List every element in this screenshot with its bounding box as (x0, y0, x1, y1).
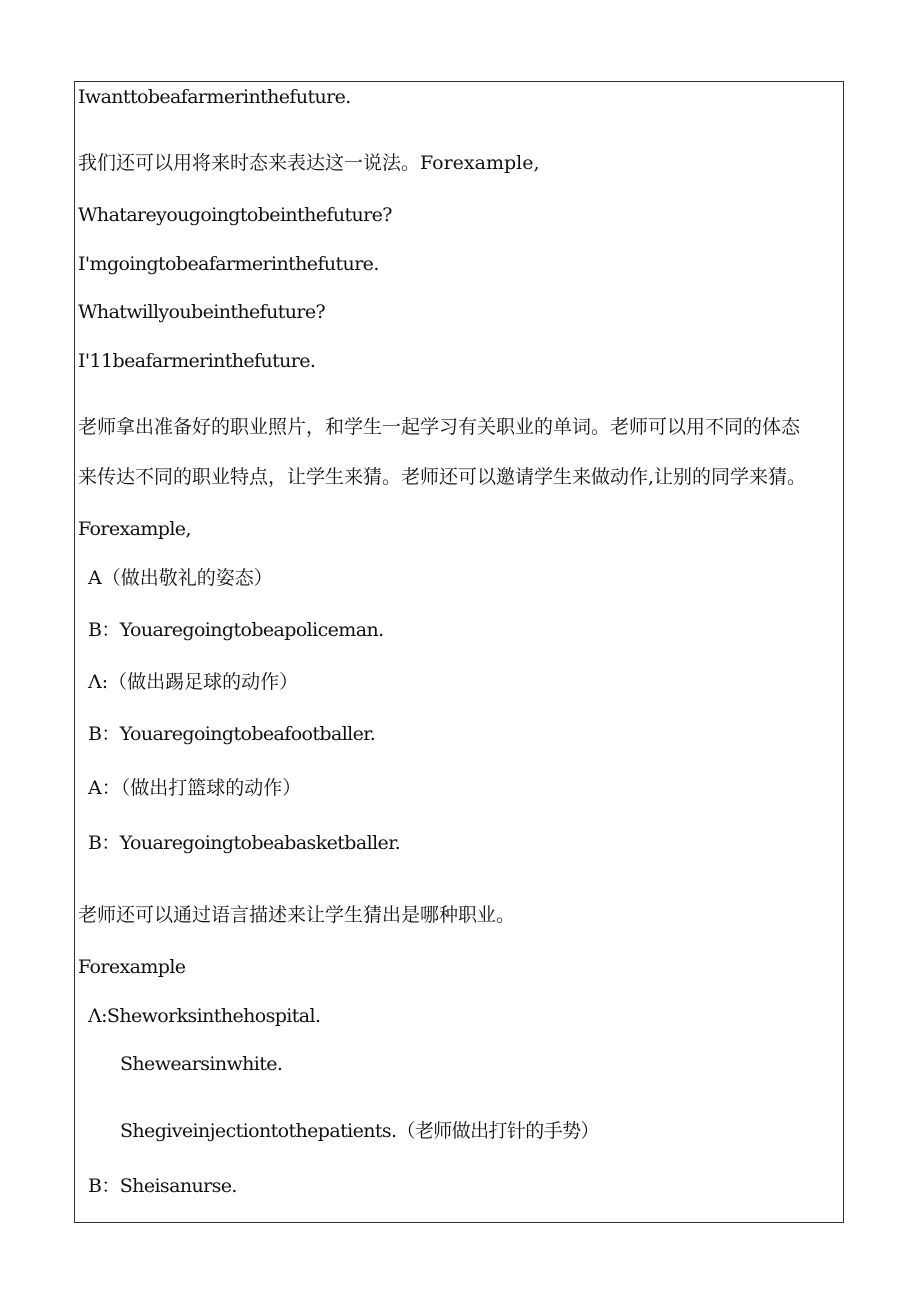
dialogue-line: Λ:Sheworksinthehospital. (88, 1005, 321, 1027)
text-line: Forexample (78, 956, 186, 978)
text-line: Forexample, (78, 518, 191, 540)
dialogue-line: B：Youaregoingtobeabasketballer. (88, 832, 401, 854)
dialogue-line: B：Youaregoingtobeapoliceman. (88, 619, 384, 641)
dialogue-line: Λ:（做出踢足球的动作） (88, 671, 299, 693)
dialogue-line: B：Sheisanurse. (88, 1175, 237, 1197)
dialogue-line: A（做出敬礼的姿态） (88, 567, 273, 589)
text-line: I'mgoingtobeafarmerinthefuture. (78, 253, 379, 275)
dialogue-line: Shewearsinwhite. (120, 1053, 283, 1075)
text-line: 老师拿出准备好的职业照片，和学生一起学习有关职业的单词。老师可以用不同的体态 (78, 416, 801, 438)
text-line: I'11beafarmerinthefuture. (78, 350, 316, 372)
text-line: 来传达不同的职业特点，让学生来猜。老师还可以邀请学生来做动作,让别的同学来猜。 (78, 466, 807, 488)
text-line: Iwanttobeafarmerinthefuture. (78, 86, 351, 108)
dialogue-line: B：Youaregoingtobeafootballer. (88, 723, 376, 745)
dialogue-line: Shegiveinjectiontothepatients.（老师做出打针的手势） (120, 1120, 599, 1142)
text-line: 我们还可以用将来时态来表达这一说法。Forexample, (78, 152, 540, 174)
text-line: Whatwillyoubeinthefuture? (78, 301, 326, 323)
text-line: Whatareyougoingtobeinthefuture? (78, 204, 392, 226)
text-line: 老师还可以通过语言描述来让学生猜出是哪种职业。 (78, 904, 516, 926)
dialogue-line: A：（做出打篮球的动作） (88, 777, 302, 799)
